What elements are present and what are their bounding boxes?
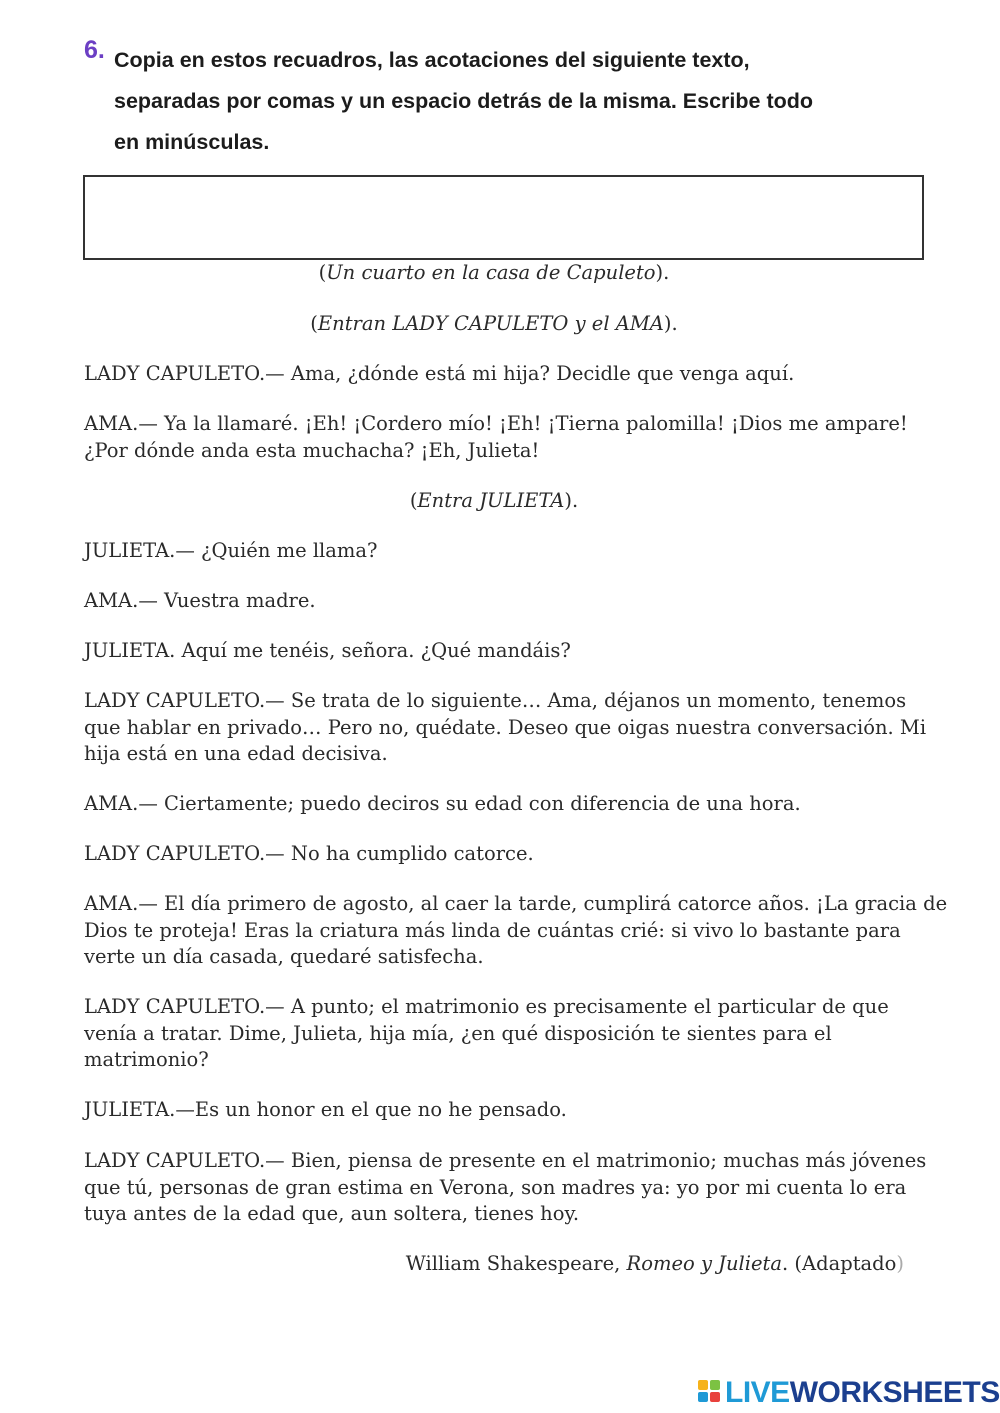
dialogue-paragraph: AMA.— Ya la llamaré. ¡Eh! ¡Cordero mío! ¡Eh! ¡Tierna palomilla! ¡Dios me ampare! ¿Por dónde anda esta muchacha? ¡Eh, Julieta!: [84, 412, 908, 462]
dialogue-paragraph: AMA.— El día primero de agosto, al caer la tarde, cumplirá catorce años. ¡La gracia de Dios te proteja! Eras la criatura más linda de cuántas crié: si vivo lo bastante para verte un día casada, quedaré satisfecha.: [84, 892, 948, 968]
dialogue-paragraph: LADY CAPULETO.— A punto; el matrimonio es precisamente el particular de que venía a tratar. Dime, Julieta, hija mía, ¿en qué disposición te sientes para el matrimonio?: [84, 995, 889, 1071]
stage-direction: (Entra JULIETA).: [409, 489, 579, 512]
dialogue-paragraph: JULIETA.— ¿Quién me llama?: [84, 539, 378, 562]
question-number: 6.: [84, 36, 105, 64]
dialogue-paragraph: AMA.— Vuestra madre.: [84, 589, 316, 612]
dialogue-paragraph: LADY CAPULETO.— No ha cumplido catorce.: [84, 842, 534, 865]
liveworksheets-logo-icon: [698, 1380, 722, 1406]
question-instructions: [114, 40, 914, 163]
dialogue-paragraph: LADY CAPULETO.— Ama, ¿dónde está mi hija? Decidle que venga aquí.: [84, 362, 795, 385]
liveworksheets-logo-text: LIVEWORKSHEETS: [725, 1376, 1000, 1409]
question-line: Copia en estos recuadros, las acotaciones del siguiente texto,: [114, 48, 750, 72]
liveworksheets-logo: [698, 1378, 1000, 1408]
dialogue-paragraph: LADY CAPULETO.— Bien, piensa de presente en el matrimonio; muchas más jóvenes que tú, personas de gran estima en Verona, son madres ya: yo por mi cuenta lo era tuya antes de la edad que, aun soltera, tienes hoy.: [84, 1149, 927, 1225]
citation: William Shakespeare, Romeo y Julieta. (Adaptado): [405, 1252, 904, 1275]
stage-direction: (Entran LADY CAPULETO y el AMA).: [310, 312, 678, 335]
dialogue-paragraph: JULIETA.—Es un honor en el que no he pensado.: [84, 1098, 567, 1121]
answer-input[interactable]: [83, 175, 924, 260]
stage-direction: (Un cuarto en la casa de Capuleto).: [318, 261, 670, 284]
question-line: en minúsculas.: [114, 130, 270, 154]
dialogue-paragraph: LADY CAPULETO.— Se trata de lo siguiente… Ama, déjanos un momento, tenemos que hablar en privado… Pero no, quédate. Deseo que oigas nuestra conversación. Mi hija está en una edad decisiva.: [84, 689, 927, 765]
question-line: separadas por comas y un espacio detrás de la misma. Escribe todo: [114, 89, 814, 113]
dialogue-paragraph: JULIETA. Aquí me tenéis, señora. ¿Qué mandáis?: [84, 639, 571, 662]
dialogue-paragraph: AMA.— Ciertamente; puedo deciros su edad con diferencia de una hora.: [84, 792, 801, 815]
